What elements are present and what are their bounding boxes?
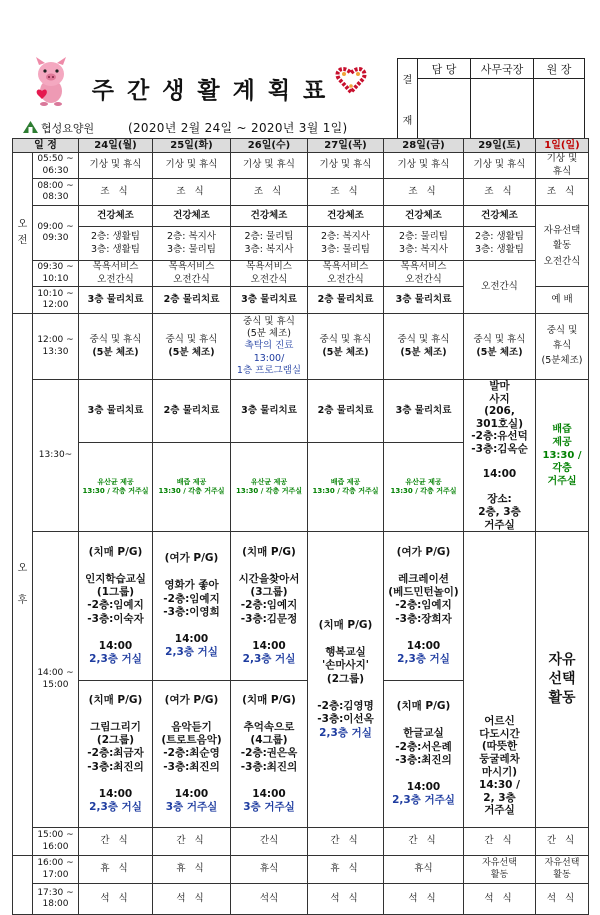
wake-cell: 기상 및 휴식 bbox=[153, 153, 231, 179]
program-fri-korean-location: 2,3층 거주실 bbox=[392, 794, 455, 807]
time-slot: 12:00 ~ 13:30 bbox=[33, 314, 79, 380]
snack-cell: 간 식 bbox=[79, 828, 153, 856]
dinner-cell: 석 식 bbox=[153, 884, 231, 915]
lunch-label: 중식 및 휴식 (5분 체조) bbox=[243, 315, 295, 339]
approval-sign-director[interactable] bbox=[534, 79, 585, 139]
day-header-sun: 1일(일) bbox=[536, 139, 589, 153]
program-tue-movie-text: (여가 P/G) 영화가 좋아 -2층:임예지 -3층:이영희 14:00 bbox=[163, 552, 220, 645]
lunch-exercise-note: (5분 체조) bbox=[92, 346, 139, 358]
program-cell-thu bbox=[308, 532, 384, 828]
snack-cell: 간 식 bbox=[384, 828, 464, 856]
program-mon-drawing-location: 2,3층 거실 bbox=[89, 801, 142, 814]
program-cell-fri bbox=[384, 532, 464, 828]
rehab-staff-cell: 2층: 물리팀 3층: 복지사 bbox=[231, 227, 308, 261]
exercise-cell: 건강체조 bbox=[384, 206, 464, 227]
program-cell-sat-tea: 어르신 다도시간 (따뜻한 둥굴레차 마시기) 14:30 / 2, 3층 거주실 bbox=[464, 532, 536, 828]
lunch-exercise-note: (5분 체조) bbox=[476, 346, 523, 358]
program-tue-music bbox=[153, 681, 230, 827]
wake-cell: 기상 및 휴식 bbox=[308, 153, 384, 179]
snack-note: 배즙 제공 13:30 / 각층 거주실 bbox=[153, 442, 231, 531]
snack-note: 유산균 제공 13:30 / 각층 거주실 bbox=[231, 442, 308, 531]
lunch-label: 중식 및 휴식 bbox=[89, 334, 142, 346]
day-header-wed: 26일(수) bbox=[231, 139, 308, 153]
schedule-period: (2020년 2월 24일 ~ 2020년 3월 1일) bbox=[128, 121, 348, 135]
program-tue-movie-location: 2,3층 거실 bbox=[165, 646, 218, 659]
worship-cell: 예 배 bbox=[536, 287, 589, 314]
day-header-tue: 25일(화) bbox=[153, 139, 231, 153]
physio-cell: 3층 물리치료 bbox=[79, 287, 153, 314]
dinner-cell: 석 식 bbox=[308, 884, 384, 915]
lunch-cell bbox=[384, 314, 464, 380]
lunch-cell bbox=[79, 314, 153, 380]
rest-cell: 휴식 bbox=[384, 856, 464, 884]
rest-cell: 휴식 bbox=[231, 856, 308, 884]
time-slot: 08:00 ~ 08:30 bbox=[33, 179, 79, 206]
time-slot: 16:00 ~ 17:00 bbox=[33, 856, 79, 884]
heart-icon bbox=[336, 66, 366, 94]
bath-snack-cell: 목욕서비스 오전간식 bbox=[384, 261, 464, 287]
program-fri-recreation-text: (여가 P/G) 레크레이션 (베드민턴놀이) -2층:임예지 -3층:장희자 14:00 bbox=[388, 545, 459, 652]
breakfast-cell: 조 식 bbox=[384, 179, 464, 206]
time-slot: 10:10 ~ 12:00 bbox=[33, 287, 79, 314]
approval-role-manager: 사무국장 bbox=[471, 59, 534, 79]
lunch-cell bbox=[464, 314, 536, 380]
time-slot: 15:00 ~ 16:00 bbox=[33, 828, 79, 856]
physio-cell: 3층 물리치료 bbox=[231, 380, 308, 443]
approval-role-director: 원 장 bbox=[534, 59, 585, 79]
lunch-exercise-note: (5분 체조) bbox=[400, 346, 447, 358]
approval-label-jae: 재 bbox=[402, 115, 413, 127]
lunch-exercise-note: (5분 체조) bbox=[168, 346, 215, 358]
lunch-cell-sun: 중식 및 휴식 (5분체조) bbox=[536, 314, 589, 380]
day-header-mon: 24일(월) bbox=[79, 139, 153, 153]
program-wed-time-text: (치매 P/G) 시간을찾아서 (3그룹) -2층:임예지 -3층:김문정 14:00 bbox=[238, 545, 300, 652]
lunch-cell-wed bbox=[231, 314, 308, 380]
snack-note: 유산균 제공 13:30 / 각층 거주실 bbox=[384, 442, 464, 531]
physio-cell: 2층 물리치료 bbox=[153, 287, 231, 314]
program-fri-recreation-location: 2,3층 거실 bbox=[397, 653, 450, 666]
snack-cell: 간 식 bbox=[464, 828, 536, 856]
wake-cell: 기상 및 휴식 bbox=[464, 153, 536, 179]
day-header-sat: 29일(토) bbox=[464, 139, 536, 153]
exercise-cell: 건강체조 bbox=[153, 206, 231, 227]
program-wed-time-location: 2,3층 거실 bbox=[242, 653, 296, 666]
time-slot: 14:00 ~ 15:00 bbox=[33, 532, 79, 828]
breakfast-cell: 조 식 bbox=[231, 179, 308, 206]
rehab-staff-cell: 2층: 복지사 3층: 물리팀 bbox=[308, 227, 384, 261]
lunch-label: 중식 및 휴식 bbox=[473, 334, 526, 346]
free-activity-morning-cell: 자유선택 활동 오전간식 bbox=[536, 206, 589, 287]
time-slot: 09:30 ~ 10:10 bbox=[33, 261, 79, 287]
organization-logo-icon bbox=[22, 119, 39, 134]
dinner-cell: 석 식 bbox=[79, 884, 153, 915]
breakfast-cell: 조 식 bbox=[308, 179, 384, 206]
rest-cell: 휴 식 bbox=[153, 856, 231, 884]
program-mon-drawing bbox=[79, 681, 152, 827]
lunch-label: 중식 및 휴식 bbox=[319, 334, 372, 346]
program-fri-recreation bbox=[384, 532, 463, 681]
rehab-staff-cell: 2층: 물리팀 3층: 복지사 bbox=[384, 227, 464, 261]
approval-box bbox=[397, 58, 585, 139]
program-fri-korean-text: (치매 P/G) 한글교실 -2층:서은례 -3층:최진의 14:00 bbox=[395, 700, 452, 793]
lunch-label: 중식 및 휴식 bbox=[165, 334, 218, 346]
dinner-cell: 석식 bbox=[231, 884, 308, 915]
time-slot: 09:00 ~ 09:30 bbox=[33, 206, 79, 261]
approval-role-staff: 담 당 bbox=[418, 59, 471, 79]
physio-cell: 3층 물리치료 bbox=[79, 380, 153, 443]
physio-cell: 2층 물리치료 bbox=[308, 380, 384, 443]
organization-name: 협성요양원 bbox=[41, 122, 95, 135]
approval-label-kyeol: 결 bbox=[402, 74, 413, 86]
physio-cell: 3층 물리치료 bbox=[384, 380, 464, 443]
exercise-cell: 건강체조 bbox=[464, 206, 536, 227]
section-morning: 오 전 bbox=[13, 153, 33, 314]
approval-sign-staff[interactable] bbox=[418, 79, 471, 139]
section-afternoon: 오 후 bbox=[13, 314, 33, 856]
program-wed-time bbox=[231, 532, 307, 681]
bath-snack-cell: 목욕서비스 오전간식 bbox=[231, 261, 308, 287]
wake-cell: 기상 및 휴식 bbox=[384, 153, 464, 179]
snack-cell: 간식 bbox=[231, 828, 308, 856]
approval-sign-manager[interactable] bbox=[471, 79, 534, 139]
day-header-fri: 28일(금) bbox=[384, 139, 464, 153]
breakfast-cell: 조 식 bbox=[79, 179, 153, 206]
program-wed-memories-location: 3층 거주실 bbox=[243, 801, 295, 814]
program-tue-music-text: (여가 P/G) 음악듣기 (트로트음악) -2층:최순영 -3층:최진의 14:00 bbox=[161, 693, 222, 800]
bath-snack-cell: 목욕서비스 오전간식 bbox=[79, 261, 153, 287]
program-thu-hand-massage-text: (치매 P/G) 행복교실 '손마사지' (2그룹) -2층:김영명 -3층:이선옥 bbox=[317, 619, 374, 726]
lunch-label: 중식 및 휴식 bbox=[397, 334, 450, 346]
snack-cell: 간 식 bbox=[153, 828, 231, 856]
weekly-schedule-table bbox=[12, 138, 589, 915]
program-tue-movie bbox=[153, 532, 230, 681]
free-activity-evening-sun: 자유선택 활동 bbox=[536, 856, 589, 884]
program-mon-cognitive-text: (치매 P/G) 인지학습교실 (1그룹) -2층:임예지 -3층:이숙자 14:00 bbox=[85, 545, 146, 652]
program-mon-cognitive bbox=[79, 532, 152, 681]
program-cell-wed bbox=[231, 532, 308, 828]
bath-snack-cell: 목욕서비스 오전간식 bbox=[308, 261, 384, 287]
time-slot: 05:50 ~ 06:30 bbox=[33, 153, 79, 179]
rehab-staff-cell: 2층: 생활팀 3층: 생활팀 bbox=[79, 227, 153, 261]
time-slot: 13:30~ bbox=[33, 380, 79, 532]
section-evening-blank bbox=[13, 856, 33, 915]
day-header-thu: 27일(목) bbox=[308, 139, 384, 153]
wake-cell-sun: 기상 및 휴식 bbox=[536, 153, 589, 179]
page-title: 주간생활계획표 bbox=[91, 78, 339, 104]
physio-cell: 3층 물리치료 bbox=[231, 287, 308, 314]
approval-label bbox=[398, 59, 418, 139]
program-cell-sat-foot-massage: 발마 사지 (206, 301호실) -2층:유선덕 -3층:김옥순 14:00 장소: 2층, 3층 거주실 bbox=[464, 380, 536, 532]
rest-cell: 휴 식 bbox=[308, 856, 384, 884]
exercise-cell: 건강체조 bbox=[231, 206, 308, 227]
rest-cell: 휴 식 bbox=[79, 856, 153, 884]
bath-snack-cell: 목욕서비스 오전간식 bbox=[153, 261, 231, 287]
exercise-cell: 건강체조 bbox=[308, 206, 384, 227]
program-cell-tue bbox=[153, 532, 231, 828]
program-wed-memories-text: (치매 P/G) 추억속으로 (4그룹) -2층:권은옥 -3층:최진의 14:00 bbox=[240, 693, 298, 800]
physio-cell: 2층 물리치료 bbox=[153, 380, 231, 443]
program-tue-music-location: 3층 거주실 bbox=[165, 801, 218, 814]
program-mon-cognitive-location: 2,3층 거실 bbox=[89, 653, 142, 666]
rehab-staff-cell: 2층: 생활팀 3층: 생활팀 bbox=[464, 227, 536, 261]
program-wed-memories bbox=[231, 681, 307, 827]
program-cell-mon bbox=[79, 532, 153, 828]
program-fri-korean bbox=[384, 681, 463, 827]
snack-note: 배즙 제공 13:30 / 각층 거주실 bbox=[308, 442, 384, 531]
breakfast-cell: 조 식 bbox=[536, 179, 589, 206]
exercise-cell: 건강체조 bbox=[79, 206, 153, 227]
snack-cell: 간 식 bbox=[308, 828, 384, 856]
wake-cell: 기상 및 휴식 bbox=[231, 153, 308, 179]
dinner-cell: 석 식 bbox=[384, 884, 464, 915]
free-activity-afternoon-cell: 자유 선택 활동 bbox=[536, 532, 589, 828]
free-activity-evening-sat: 자유선택 활동 bbox=[464, 856, 536, 884]
breakfast-cell: 조 식 bbox=[464, 179, 536, 206]
time-slot: 17:30 ~ 18:00 bbox=[33, 884, 79, 915]
snack-cell-sat: 오전간식 bbox=[464, 261, 536, 314]
lunch-cell bbox=[153, 314, 231, 380]
program-mon-drawing-text: (치매 P/G) 그림그리기 (2그룹) -2층:최금자 -3층:최진의 14:00 bbox=[87, 693, 144, 800]
physio-cell: 3층 물리치료 bbox=[384, 287, 464, 314]
program-thu-hand-massage-location: 2,3층 거실 bbox=[319, 726, 372, 739]
page-header bbox=[0, 0, 600, 140]
snack-cell: 간 식 bbox=[536, 828, 589, 856]
breakfast-cell: 조 식 bbox=[153, 179, 231, 206]
pig-mascot-icon bbox=[30, 56, 72, 106]
wake-cell: 기상 및 휴식 bbox=[79, 153, 153, 179]
snack-note-sun: 배즙 제공 13:30 / 각층 거주실 bbox=[536, 380, 589, 532]
snack-note: 유산균 제공 13:30 / 각층 거주실 bbox=[79, 442, 153, 531]
dinner-cell: 석 식 bbox=[536, 884, 589, 915]
lunch-exercise-note: (5분 체조) bbox=[322, 346, 369, 358]
dinner-cell: 석 식 bbox=[464, 884, 536, 915]
schedule-label-header: 일 정 bbox=[13, 139, 79, 153]
rehab-staff-cell: 2층: 복지사 3층: 물리팀 bbox=[153, 227, 231, 261]
lunch-cell bbox=[308, 314, 384, 380]
doctor-visit-note: 촉탁의 진료 13:00/ 1층 프로그램실 bbox=[236, 340, 302, 377]
physio-cell: 2층 물리치료 bbox=[308, 287, 384, 314]
